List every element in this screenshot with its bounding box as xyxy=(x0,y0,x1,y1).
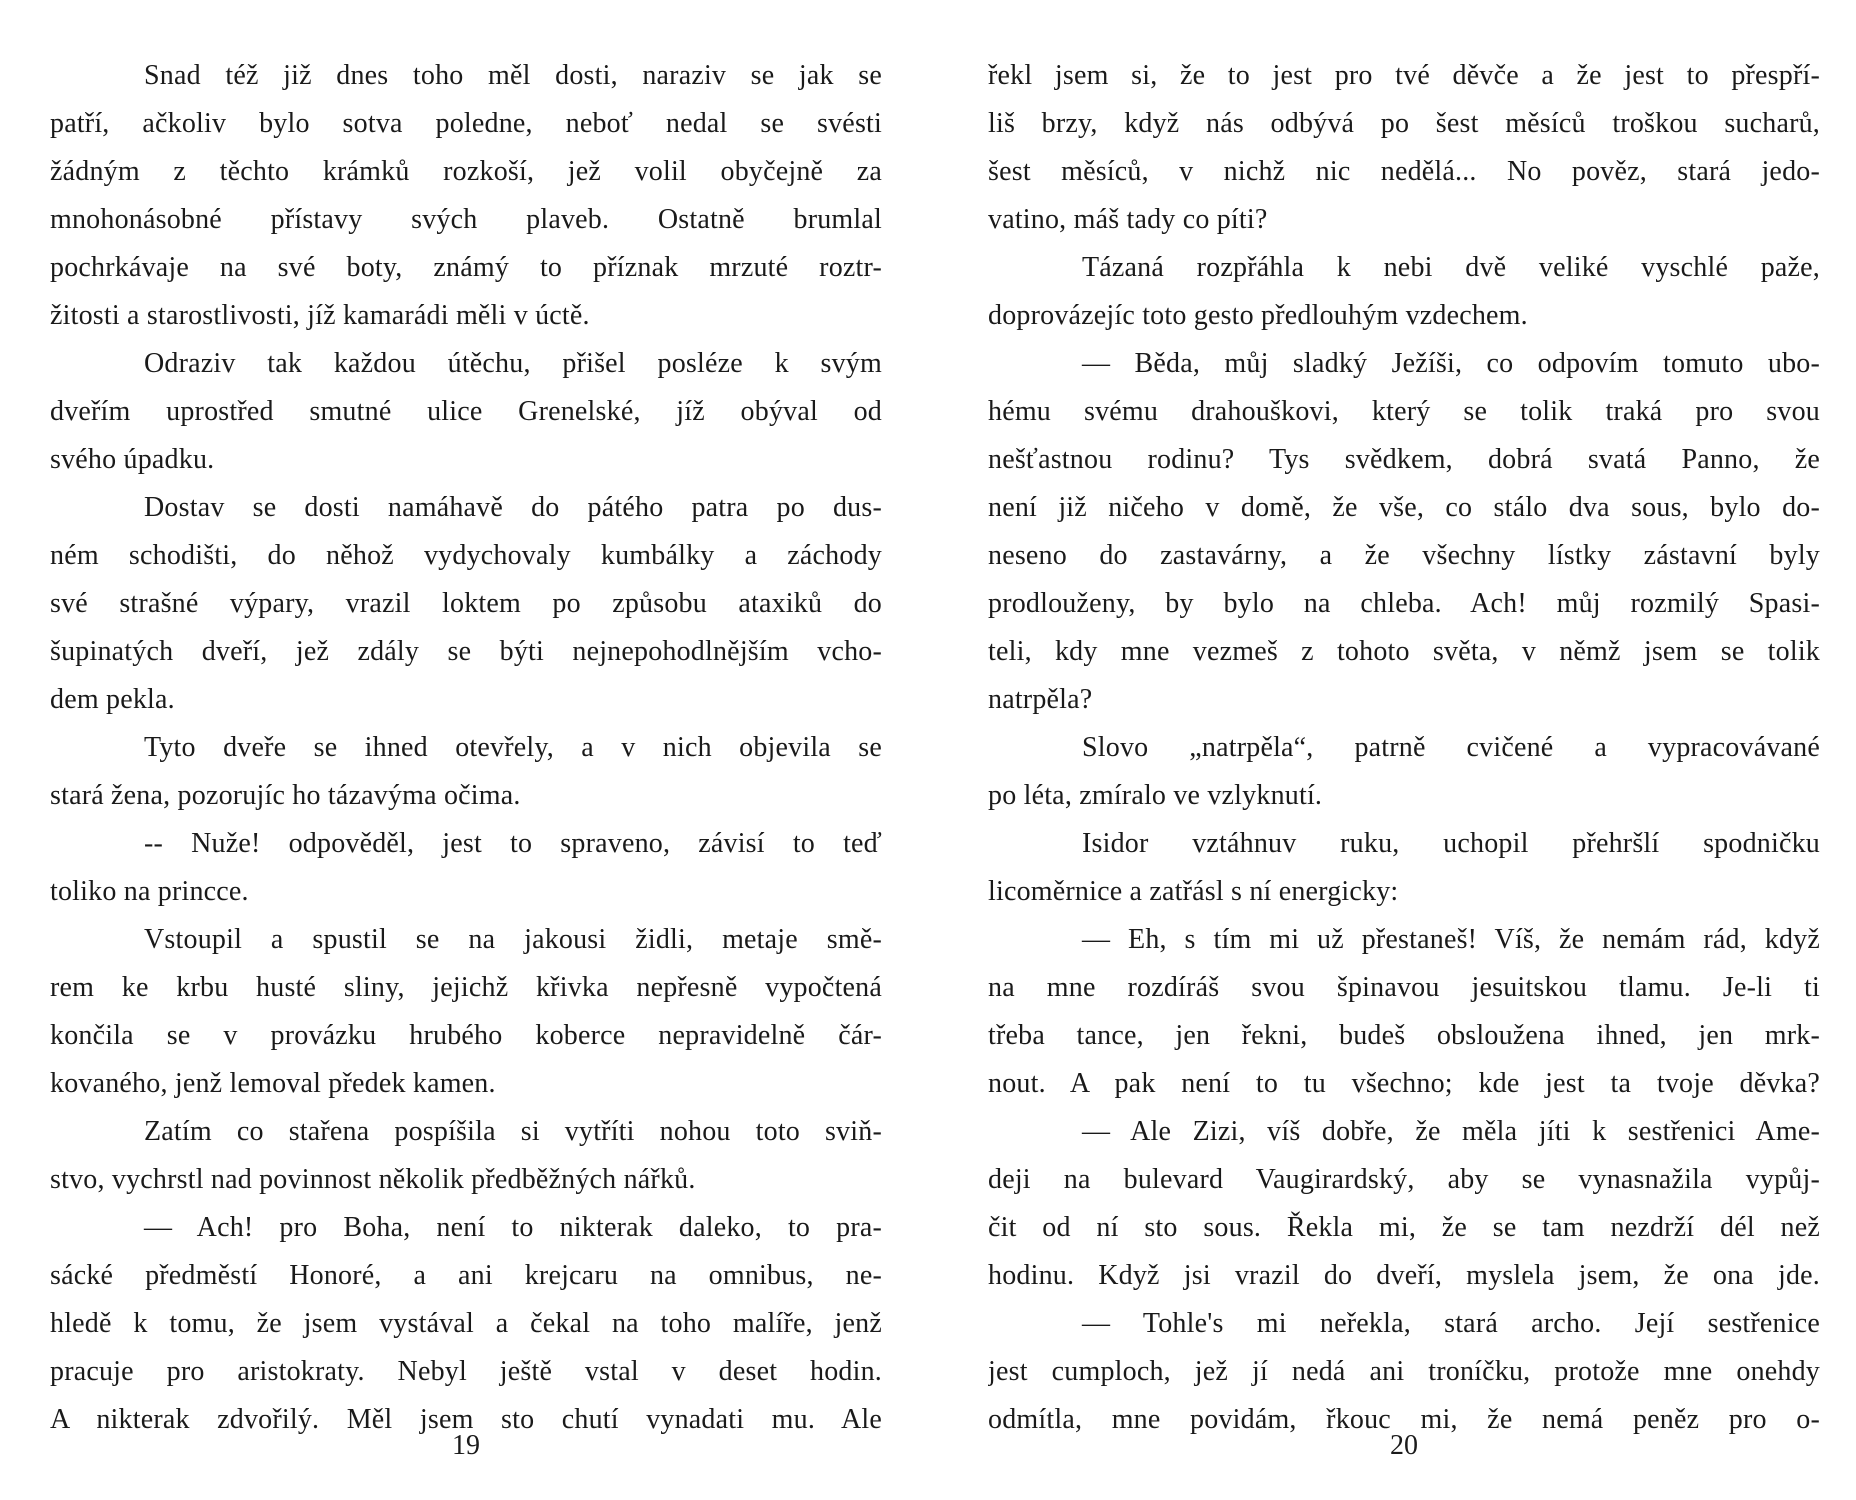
text-line: vatino, máš tady co píti? xyxy=(988,204,1268,235)
left-page-number: 19 xyxy=(452,1430,480,1461)
text-line: prodlouženy, by bylo na chleba. Ach! můj rozmilý Spasi- xyxy=(988,588,1820,619)
text-line: odmítla, mne povidám, řkouc mi, že nemá peněz pro o- xyxy=(988,1404,1820,1435)
text-line: hodinu. Když jsi vrazil do dveří, myslela jsem, že ona jde. xyxy=(988,1260,1820,1291)
text-line: patří, ačkoliv bylo sotva poledne, neboť nedal se svésti xyxy=(50,108,882,139)
text-line: sácké předměstí Honoré, a ani krejcaru na omnibus, ne- xyxy=(50,1260,882,1291)
text-line: kovaného, jenž lemoval předek kamen. xyxy=(50,1068,496,1099)
text-line: řekl jsem si, že to jest pro tvé děvče a že jest to přespří- xyxy=(988,60,1820,91)
text-line: — Eh, s tím mi už přestaneš! Víš, že nemám rád, když xyxy=(1082,924,1820,955)
text-line: ném schodišti, do něhož vydychovaly kumbálky a záchody xyxy=(50,540,882,571)
text-line: třeba tance, jen řekni, budeš obsloužena ihned, jen mrk- xyxy=(988,1020,1820,1051)
text-line: natrpěla? xyxy=(988,684,1093,715)
text-line: nout. A pak není to tu všechno; kde jest ta tvoje děvka? xyxy=(988,1068,1820,1099)
text-line: hledě k tomu, že jsem vystával a čekal na toho malíře, jenž xyxy=(50,1308,882,1339)
text-line: na mne rozdíráš svou špinavou jesuitskou tlamu. Je-li ti xyxy=(988,972,1820,1003)
text-line: žitosti a starostlivosti, jíž kamarádi měli v úctě. xyxy=(50,300,590,331)
left-page-text xyxy=(50,52,882,1444)
text-line: A nikterak zdvořilý. Měl jsem sto chutí vynadati mu. Ale xyxy=(50,1404,882,1435)
text-line: Snad též již dnes toho měl dosti, naraziv se jak se xyxy=(144,60,882,91)
right-page xyxy=(988,0,1820,1500)
text-line: toliko na princce. xyxy=(50,876,249,907)
text-line: šupinatých dveří, jež zdály se býti nejnepohodlnějším vcho- xyxy=(50,636,882,667)
text-line: -- Nuže! odpověděl, jest to spraveno, závisí to teď xyxy=(144,828,882,859)
text-line: teli, kdy mne vezmeš z tohoto světa, v němž jsem se tolik xyxy=(988,636,1820,667)
text-line: svého úpadku. xyxy=(50,444,215,475)
text-line: čit od ní sto sous. Řekla mi, že se tam nezdrží dél než xyxy=(988,1212,1820,1243)
text-line: pochrkávaje na své boty, známý to příznak mrzuté roztr- xyxy=(50,252,882,283)
text-line: — Ach! pro Boha, není to nikterak daleko, to pra- xyxy=(144,1212,882,1243)
text-line: jest cumploch, jež jí nedá ani troníčku, protože mne onehdy xyxy=(988,1356,1820,1387)
text-line: po léta, zmíralo ve vzlyknutí. xyxy=(988,780,1323,811)
text-line: hému svému drahouškovi, který se tolik traká pro svou xyxy=(988,396,1820,427)
text-line: doprovázejíc toto gesto předlouhým vzdechem. xyxy=(988,300,1528,331)
text-line: Tázaná rozpřáhla k nebi dvě veliké vyschlé paže, xyxy=(1082,252,1820,283)
text-line: Zatím co stařena pospíšila si vytříti nohou toto sviň- xyxy=(144,1116,882,1147)
text-line: — Běda, můj sladký Ježíši, co odpovím tomuto ubo- xyxy=(1082,348,1820,379)
text-line: stará žena, pozorujíc ho tázavýma očima. xyxy=(50,780,521,811)
text-line: dveřím uprostřed smutné ulice Grenelské, jíž obýval od xyxy=(50,396,882,427)
text-line: pracuje pro aristokraty. Nebyl ještě vstal v deset hodin. xyxy=(50,1356,882,1387)
text-line: Slovo „natrpěla“, patrně cvičené a vypracovávané xyxy=(1082,732,1820,763)
text-line: dem pekla. xyxy=(50,684,175,715)
text-line: nešťastnou rodinu? Tys svědkem, dobrá svatá Panno, že xyxy=(988,444,1820,475)
text-line: Tyto dveře se ihned otevřely, a v nich objevila se xyxy=(144,732,882,763)
text-line: deji na bulevard Vaugirardský, aby se vynasnažila vypůj- xyxy=(988,1164,1820,1195)
text-line: — Ale Zizi, víš dobře, že měla jíti k sestřenici Ame- xyxy=(1082,1116,1820,1147)
text-line: šest měsíců, v nichž nic nedělá... No pověz, stará jedo- xyxy=(988,156,1820,187)
text-line: rem ke krbu husté sliny, jejichž křivka nepřesně vypočtená xyxy=(50,972,882,1003)
text-line: liš brzy, když nás odbývá po šest měsíců troškou sucharů, xyxy=(988,108,1820,139)
text-line: končila se v provázku hrubého koberce nepravidelně čár- xyxy=(50,1020,882,1051)
text-line: — Tohle's mi neřekla, stará archo. Její sestřenice xyxy=(1082,1308,1820,1339)
text-line: neseno do zastavárny, a že všechny lístky zástavní byly xyxy=(988,540,1820,571)
text-line: žádným z těchto krámků rozkoší, jež volil obyčejně za xyxy=(50,156,882,187)
right-page-text xyxy=(988,52,1820,1444)
right-page-number: 20 xyxy=(1390,1430,1418,1461)
text-line: mnohonásobné přístavy svých plaveb. Ostatně brumlal xyxy=(50,204,882,235)
text-line: Odraziv tak každou útěchu, přišel posléze k svým xyxy=(144,348,882,379)
text-line: Vstoupil a spustil se na jakousi židli, metaje smě- xyxy=(144,924,882,955)
text-line: stvo, vychrstl nad povinnost několik předběžných nářků. xyxy=(50,1164,696,1195)
text-line: licoměrnice a zatřásl s ní energicky: xyxy=(988,876,1399,907)
text-line: Isidor vztáhnuv ruku, uchopil přehršlí spodničku xyxy=(1082,828,1820,859)
text-line: své strašné výpary, vrazil loktem po způsobu ataxiků do xyxy=(50,588,882,619)
text-line: není již ničeho v domě, že vše, co stálo dva sous, bylo do- xyxy=(988,492,1820,523)
text-line: Dostav se dosti namáhavě do pátého patra po dus- xyxy=(144,492,882,523)
left-page xyxy=(50,0,882,1500)
